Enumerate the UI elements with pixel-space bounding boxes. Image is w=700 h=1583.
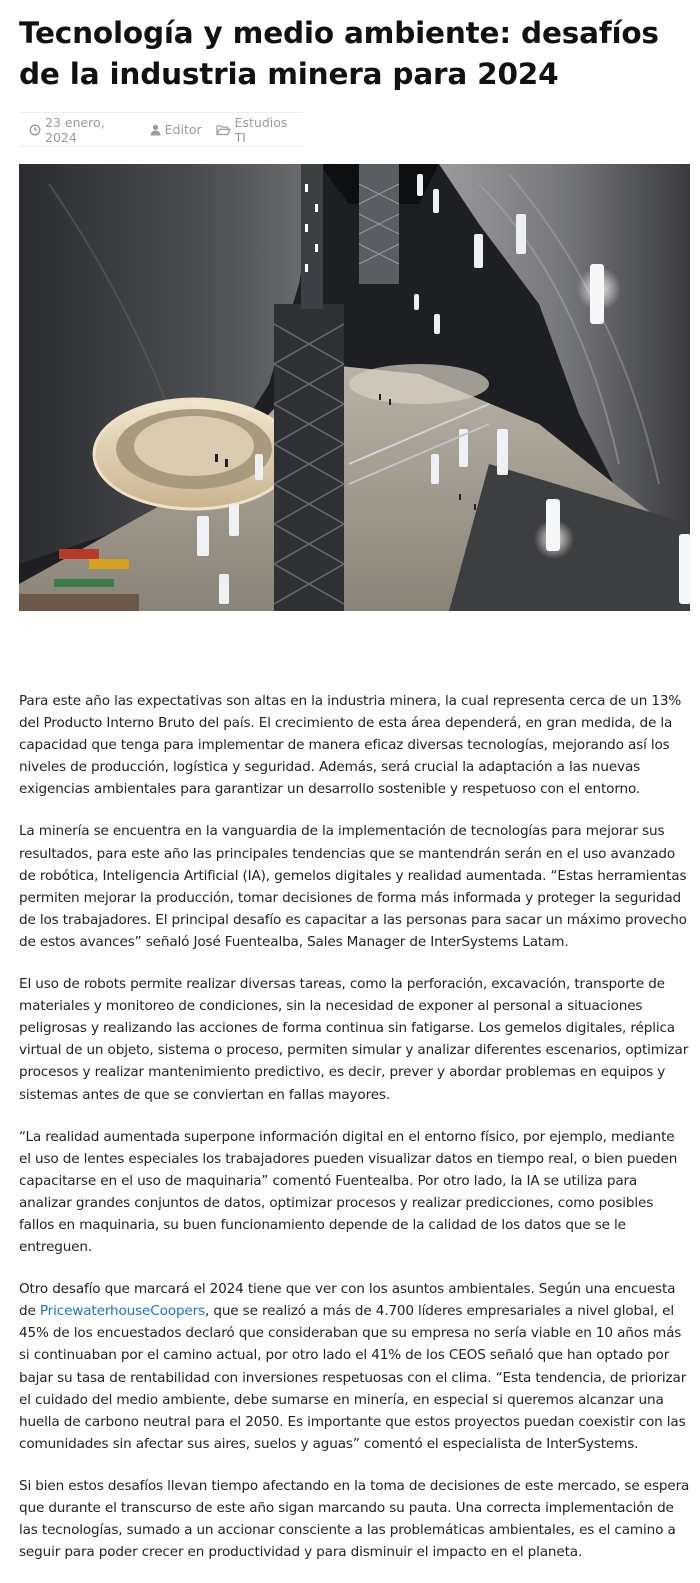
paragraph: El uso de robots permite realizar diversas tareas, como la perforación, excavación, transporte de materiales y monitoreo de condiciones, sin la necesidad de exponer al personal a situaciones peligrosas y realizando las acciones de forma continua sin fatigarse. Los gemelos digitales, réplica virtual de un objeto, sistema o proceso, permiten simular y analizar diferentes escenarios, optimizar procesos y realizar mantenimiento predictivo, es decir, prever y abordar problemas en equipos y sistemas antes de que se conviertan en fallas mayores. xyxy=(19,976,689,1103)
post-category-label: Estudios TI xyxy=(234,114,288,145)
article xyxy=(19,0,690,1561)
post-author-label: Editor xyxy=(164,122,202,137)
salt-mine-photo xyxy=(19,164,690,611)
paragraph: “La realidad aumentada superpone información digital en el entorno físico, por ejemplo, mediante el uso de lentes especiales los trabajadores pueden visualizar datos en tiempo real, o bien pueden capacitarse en el uso de maquinaria” comentó Fuentealba. Por otro lado, la IA se utiliza para analizar grandes conjuntos de datos, optimizar procesos y realizar predicciones, como posibles fallos en maquinaria, su buen funcionamiento depende de la calidad de los datos que se le entreguen. xyxy=(19,1128,678,1256)
paragraph: Para este año las expectativas son altas en la industria minera, la cual representa cerca de un 13% del Producto Interno Bruto del país. El crecimiento de esta área dependerá, en gran medida, de la capacidad que tenga para implementar de manera eficaz diversas tecnologías, mejorando así los niveles de producción, logística y seguridad. Además, será crucial la adaptación a las nuevas exigencias ambientales para garantizar un desarrollo sostenible y respetuoso con el entorno. xyxy=(19,693,682,798)
post-author[interactable] xyxy=(150,122,202,137)
folder-open-icon xyxy=(216,124,231,136)
paragraph-text: , que se realizó a más de 4.700 líderes empresariales a nivel global, el 45% de los encuestados declaró que consideraban que su empresa no sería viable en 10 años más si continuaban por el camino actual, por otro lado el 41% de los CEOS señaló que han optado por bajar su tasa de rentabilidad con inversiones respetuosas con el clima. “Esta tendencia, de priorizar el cuidado del medio ambiente, debe sumarse en minería, en especial si queremos alcanzar una huella de carbono neutral para el 2050. Es importante que estos proyectos puedan coexistir con las comunidades sin afectar sus aires, suelos y aguas” comentó el especialista de InterSystems. xyxy=(19,1303,687,1452)
paragraph: Si bien estos desafíos llevan tiempo afectando en la toma de decisiones de este mercado, se espera que durante el transcurso de este año sigan marcando su pauta. Una correcta implementación de las tecnologías, sumado a un accionar consciente a las problemáticas ambientales, es el camino a seguir para poder crecer en productividad y para disminuir el impacto en el planeta. xyxy=(19,1477,690,1561)
article-body xyxy=(19,690,690,1583)
paragraph-text: Otro desafío que marcará el 2024 tiene que ver con los asuntos ambientales. Según una encuesta de xyxy=(19,1281,676,1320)
post-category[interactable] xyxy=(216,115,299,145)
post-date[interactable] xyxy=(29,115,136,145)
page-title: Tecnología y medio ambiente: desafíos de la industria minera para 2024 xyxy=(19,16,659,91)
user-icon xyxy=(150,124,161,136)
post-date-label: 23 enero, 2024 xyxy=(45,114,105,145)
paragraph xyxy=(19,1278,690,1455)
pricewaterhousecoopers-link[interactable]: PricewaterhouseCoopers xyxy=(39,1303,206,1320)
post-meta xyxy=(19,112,303,147)
featured-image xyxy=(19,164,690,611)
paragraph: La minería se encuentra en la vanguardia de la implementación de tecnologías para mejorar sus resultados, para este año las principales tendencias que se mantendrán serán en el uso avanzado de robótica, Inteligencia Artificial (IA), gemelos digitales y realidad aumentada. “Estas herramientas permiten mejorar la producción, tomar decisiones de forma más informada y proteger la seguridad de los trabajadores. El principal desafío es capacitar a las personas para sacar un máximo provecho de estos avances” señaló José Fuentealba, Sales Manager de InterSystems Latam. xyxy=(19,823,687,950)
clock-icon xyxy=(29,124,41,136)
